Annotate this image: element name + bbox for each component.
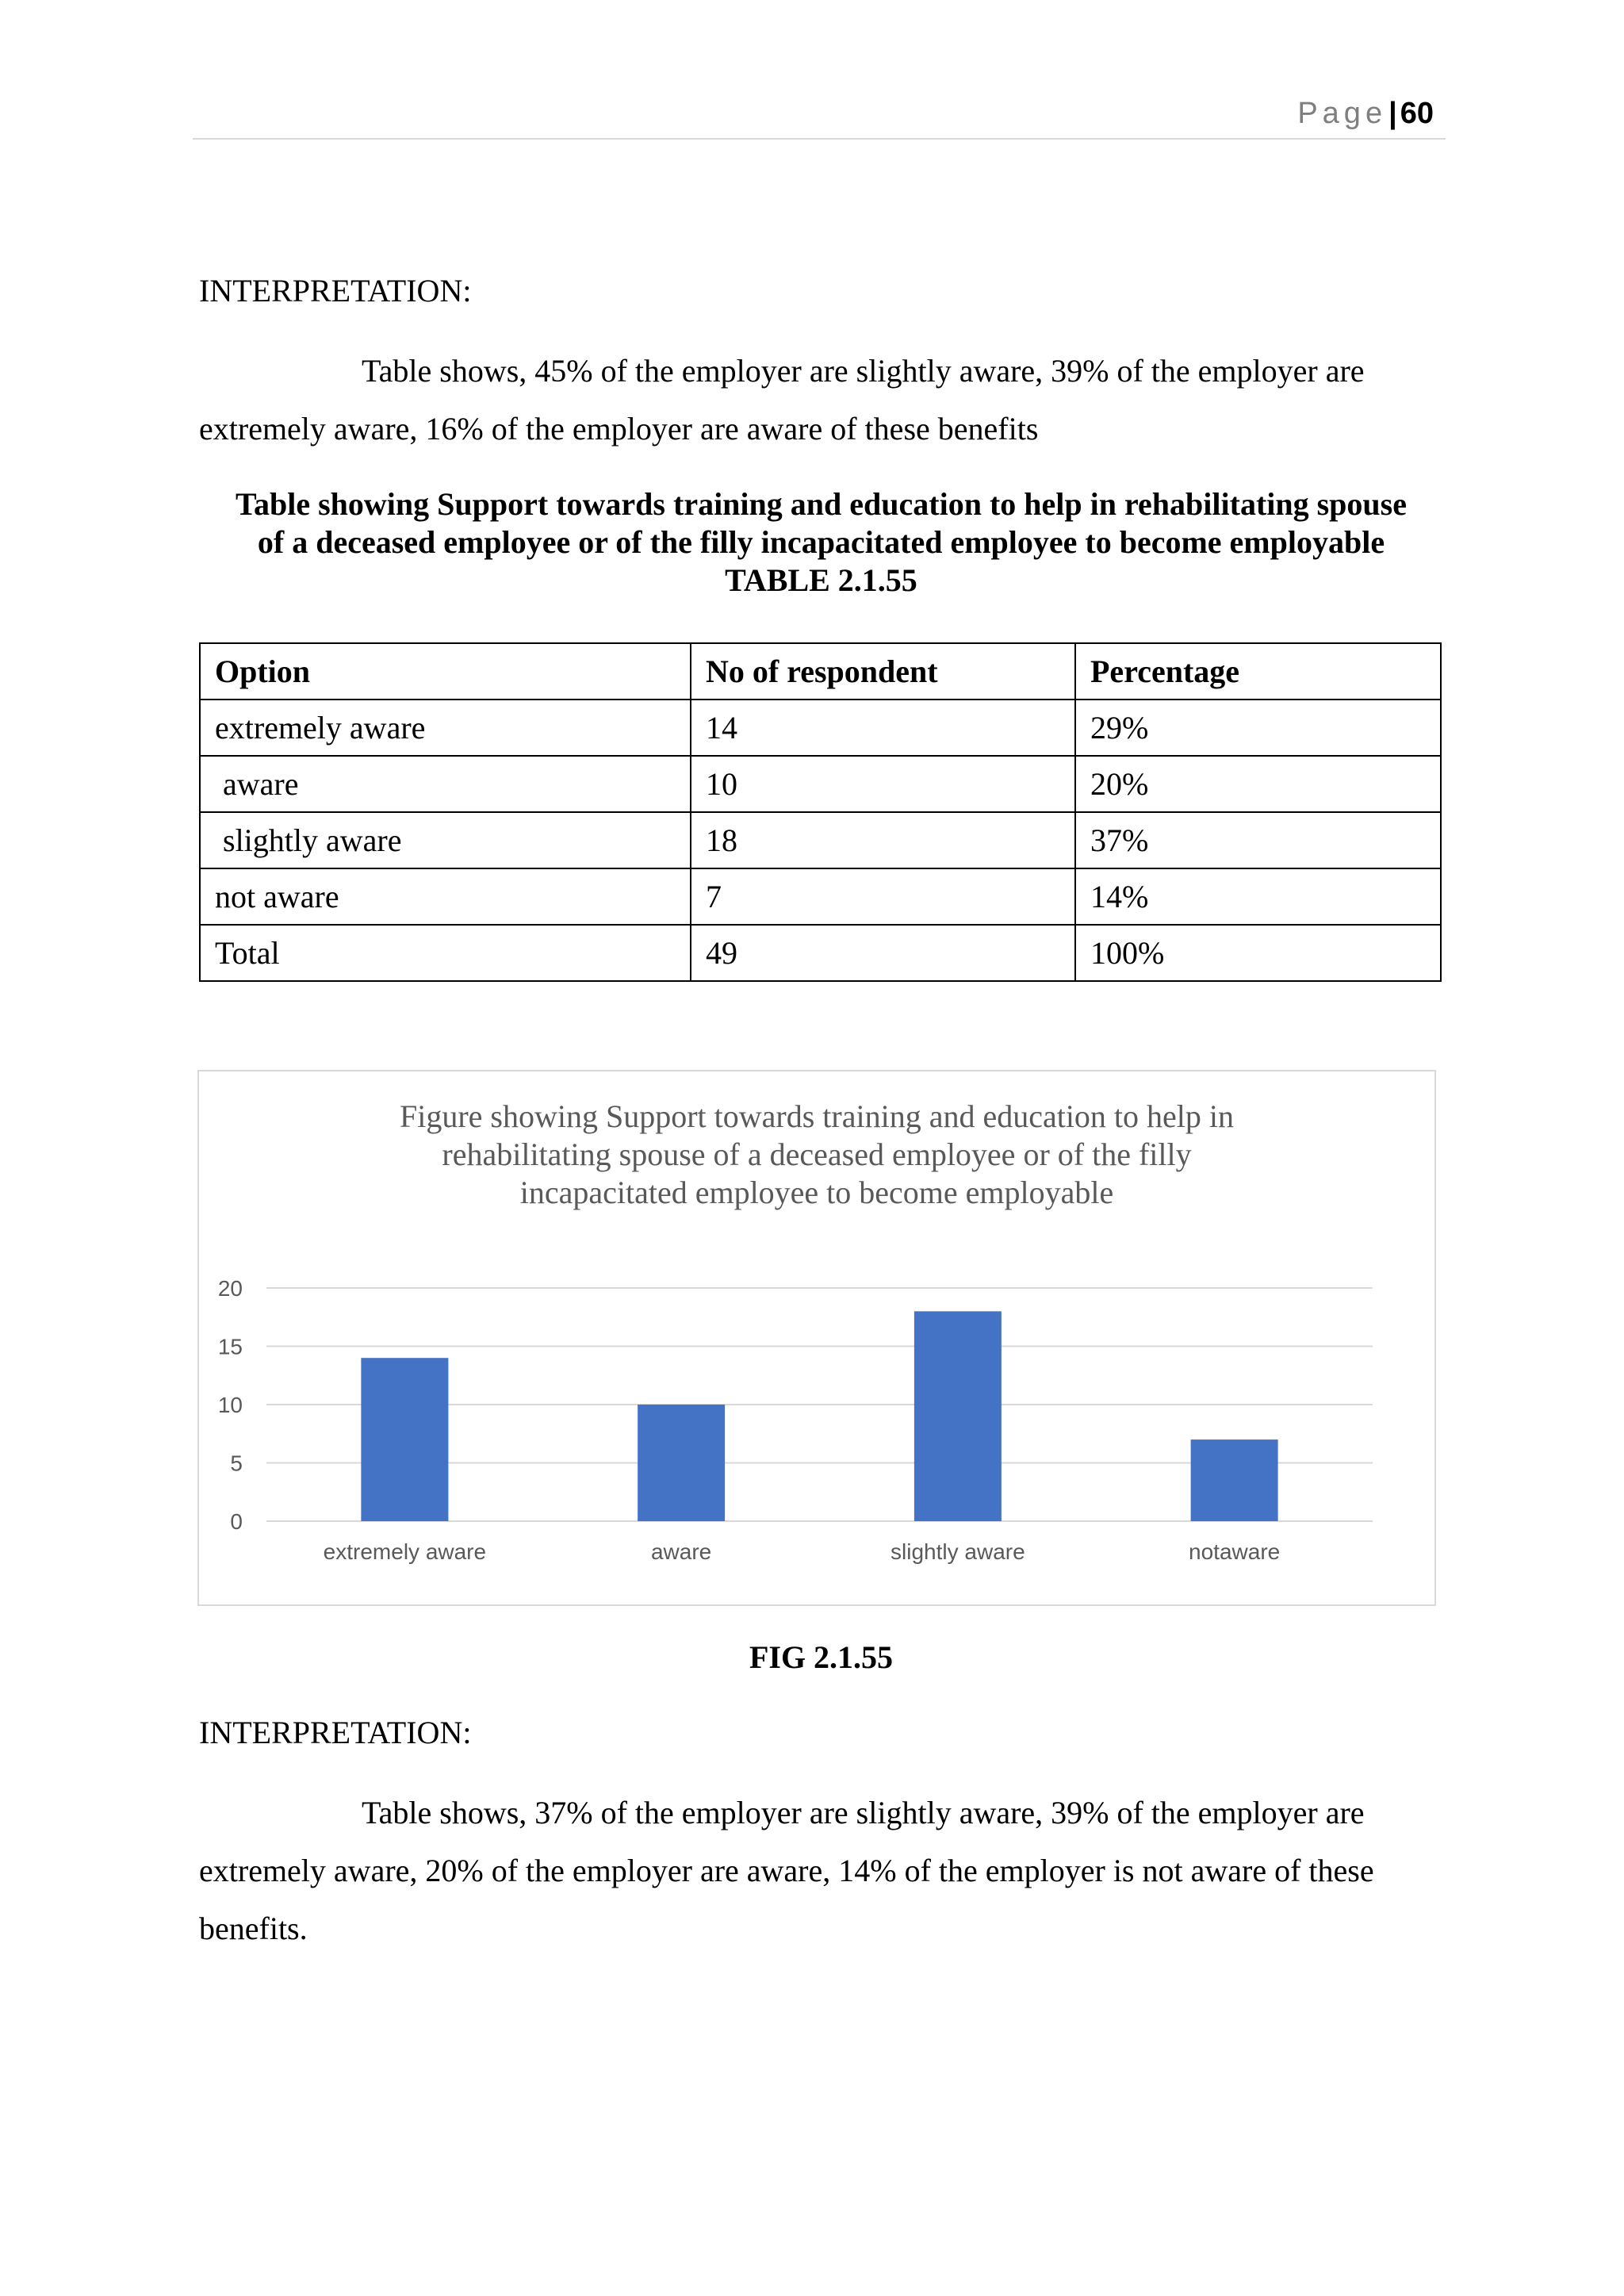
table-caption	[193, 485, 1450, 600]
cell-respondents: 7	[691, 868, 1075, 925]
chart-title-line-3: incapacitated employee to become employable	[519, 1175, 1114, 1210]
page-word: Page	[1297, 97, 1388, 130]
cell-percentage: 100%	[1075, 925, 1441, 981]
cell-option: Total	[200, 925, 691, 981]
chart-title-line-1: Figure showing Support towards training and education to help in	[399, 1098, 1235, 1134]
bar-notaware	[1191, 1439, 1278, 1521]
interpretation-heading-1: INTERPRETATION:	[199, 273, 472, 309]
cell-percentage: 14%	[1075, 868, 1441, 925]
cell-option: not aware	[200, 868, 691, 925]
interpretation-paragraph-2: Table shows, 37% of the employer are slightly aware, 39% of the employer are extremely aware, 20% of the employer are aware, 14% of the employer is not aware of these benefits.	[199, 1795, 1374, 1946]
cell-respondents: 10	[691, 756, 1075, 812]
cell-respondents: 49	[691, 925, 1075, 981]
cell-option: aware	[200, 756, 691, 812]
cell-respondents: 14	[691, 700, 1075, 756]
cell-respondents: 18	[691, 812, 1075, 868]
page-separator: |	[1388, 97, 1397, 130]
x-tick-label: aware	[650, 1539, 712, 1564]
cell-percentage: 29%	[1075, 700, 1441, 756]
chart-title-line-2: rehabilitating spouse of a deceased employee or of the filly	[442, 1137, 1192, 1172]
table-total-row	[200, 925, 1441, 981]
table-row	[200, 868, 1441, 925]
table-row	[200, 812, 1441, 868]
table-caption-line-1: Table showing Support towards training and education to help in rehabilitating spouse	[235, 486, 1407, 522]
cell-option: slightly aware	[200, 812, 691, 868]
y-tick-label: 10	[217, 1393, 243, 1417]
header-respondents: No of respondent	[691, 643, 1075, 700]
bar-chart	[197, 1070, 1436, 1606]
header-option: Option	[200, 643, 691, 700]
interpretation-heading-2: INTERPRETATION:	[199, 1715, 472, 1750]
cell-option: extremely aware	[200, 700, 691, 756]
header-percentage: Percentage	[1075, 643, 1441, 700]
y-tick-label: 5	[230, 1451, 243, 1476]
bar-aware	[638, 1405, 725, 1521]
table-header-row	[200, 643, 1441, 700]
bar-chart-svg	[199, 1071, 1434, 1604]
bar-slightly-aware	[914, 1311, 1002, 1521]
bar-extremely-aware	[361, 1358, 448, 1521]
page-header	[193, 94, 1446, 140]
page-number-label	[1297, 97, 1434, 131]
table-row	[200, 700, 1441, 756]
table-row	[200, 756, 1441, 812]
page-number: 60	[1400, 97, 1434, 130]
interpretation-paragraph-1: Table shows, 45% of the employer are slightly aware, 39% of the employer are extremely aware, 16% of the employer are aware of these benefits	[199, 353, 1365, 447]
y-tick-label: 0	[230, 1509, 243, 1534]
x-tick-label: notaware	[1189, 1539, 1281, 1564]
cell-percentage: 20%	[1075, 756, 1441, 812]
y-tick-label: 20	[217, 1276, 243, 1301]
y-tick-label: 15	[217, 1334, 243, 1359]
table-caption-line-3: TABLE 2.1.55	[725, 562, 917, 598]
data-table	[199, 642, 1442, 982]
x-tick-label: slightly aware	[891, 1539, 1025, 1564]
table-caption-line-2: of a deceased employee or of the filly incapacitated employee to become employable	[257, 524, 1385, 560]
x-tick-label: extremely aware	[323, 1539, 487, 1564]
cell-percentage: 37%	[1075, 812, 1441, 868]
figure-label: FIG 2.1.55	[749, 1639, 894, 1675]
